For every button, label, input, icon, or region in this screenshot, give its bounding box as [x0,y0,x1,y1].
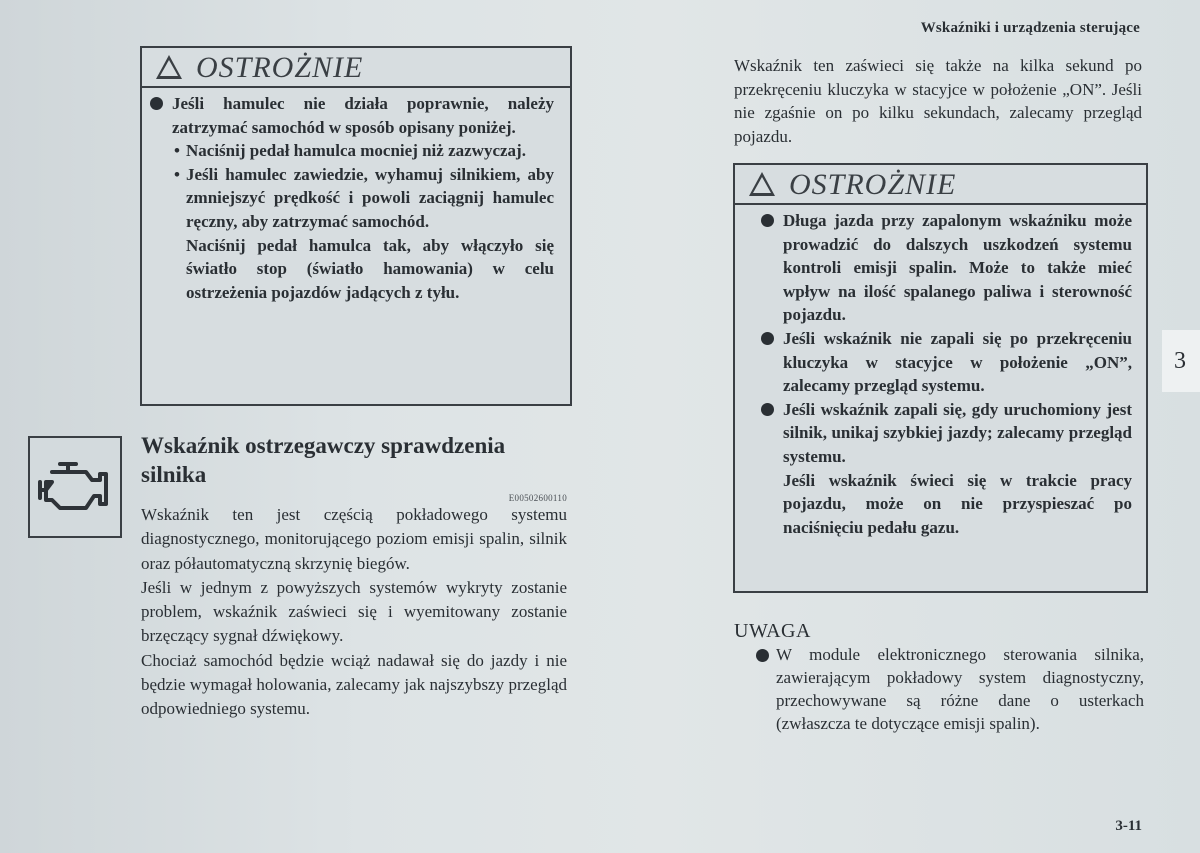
caution-bullet: Jeśli hamulec nie działa poprawnie, należy zatrzymać samochód w sposób opisany poniżej. [172,92,554,139]
bullet-dot-icon [150,97,163,110]
paragraph: Jeśli w jednym z powyższych systemów wykryty zostanie problem, wskaźnik zaświeci się i wyemitowany zostanie brzęczący sygnał dźwiękowy. [141,577,567,646]
note-bullet: W module elektronicznego sterowania silnika, zawierającym pokładowy system diagnostyczny, przechowywane są różne dane o usterkach (zwłaszcza te dotyczące emisji spalin). [776,643,1144,735]
page-number: 3-11 [1115,818,1142,834]
paragraph: Chociaż samochód będzie wciąż nadawał się do jazdy i nie będzie wymagał holowania, zalecamy jak najszybszy przegląd odpowiedniego systemu. [141,650,567,719]
caution-box-left [140,46,572,406]
caution-body [142,88,570,310]
caution-sub-item: • Jeśli hamulec zawiedzie, wyhamuj silnikiem, aby zmniejszyć prędkość i powoli zaciągnij hamulec ręczny, aby zatrzymać samochód. [172,163,554,234]
caution-sub-item: • Naciśnij pedał hamulca mocniej niż zazwyczaj. [172,139,554,163]
caution-continuation: Naciśnij pedał hamulca tak, aby włączyło się światło stop (światło hamowania) w celu ostrzeżenia pojazdów jadących z tyłu. [186,235,554,302]
caution-title: !OSTROŻNIE [142,48,570,88]
caution-title: !OSTROŻNIE [735,165,1146,205]
right-intro-paragraph: Wskaźnik ten zaświeci się także na kilka sekund po przekręceniu kluczyka w stacyjce w położenie „ON”. Jeśli nie zgaśnie on po kilku sekundach, zalecamy przegląd pojazdu. [734,56,1142,146]
note-section [734,620,1144,735]
caution-bullet: Jeśli wskaźnik zapali się, gdy uruchomiony jest silnik, unikaj szybkiej jazdy; zalecamy przegląd systemu. [783,398,1132,469]
warning-triangle-icon [156,55,182,79]
check-engine-icon [30,438,120,536]
bullet-dot-icon [761,214,774,227]
note-title: UWAGA [734,620,811,642]
caution-continuation: Jeśli wskaźnik świeci się w trakcie pracy pojazdu, może on nie przyspieszać po naciśnięciu pedału gazu. [783,470,1132,537]
warning-triangle-icon [749,172,775,196]
chapter-tab: 3 [1162,330,1200,392]
document-code: E00502600110 [508,493,567,503]
section-heading: Wskaźnik ostrzegawczy sprawdzenia silnika [141,433,506,487]
bullet-dot-icon [761,332,774,345]
bullet-dot-icon [761,403,774,416]
caution-bullet: Długa jazda przy zapalonym wskaźniku może prowadzić do dalszych uszkodzeń systemu kontroli emisji spalin. Może to także mieć wpływ na ilość spalanego paliwa i sterowność pojazdu. [783,209,1132,327]
check-engine-icon-box [28,436,122,538]
bullet-dot-icon [756,649,769,662]
caution-box-right [733,163,1148,593]
running-header: Wskaźniki i urządzenia sterujące [920,20,1140,36]
caution-body [735,205,1146,545]
caution-bullet: Jeśli wskaźnik nie zapali się po przekręceniu kluczyka w stacyjce w położenie „ON”, zalecamy przegląd systemu. [783,327,1132,398]
paragraph: Wskaźnik ten jest częścią pokładowego systemu diagnostycznego, monitorującego poziom emisji spalin, silnik oraz półautomatyczną skrzynię biegów. [141,505,567,573]
left-column [141,431,567,722]
